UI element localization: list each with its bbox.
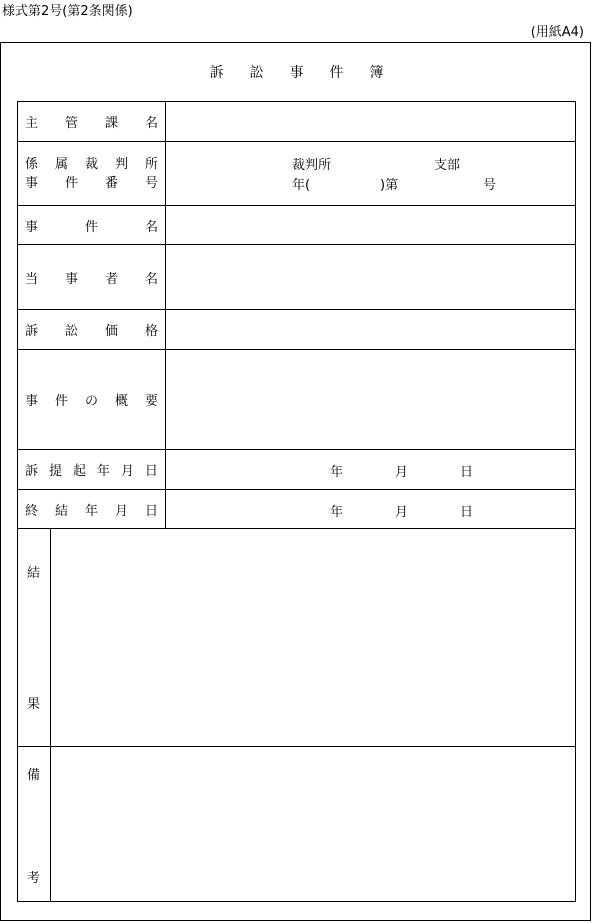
day-unit: 日	[460, 505, 474, 520]
label-char: 件	[84, 219, 98, 235]
label-char: 当	[25, 271, 39, 287]
label-filed-date	[18, 450, 166, 490]
label-char: 訴	[25, 324, 39, 339]
label-char: 所	[144, 156, 158, 172]
label-char: 年	[96, 464, 110, 479]
label-parties	[18, 245, 166, 310]
label-result	[18, 529, 51, 747]
label-char: 号	[144, 175, 158, 191]
label-char: 価	[104, 324, 118, 339]
court-suffix: 裁判所	[292, 158, 332, 173]
label-char: 要	[144, 394, 158, 409]
row-result	[18, 529, 576, 747]
label-char: 果	[27, 697, 41, 712]
field-department[interactable]	[166, 102, 576, 142]
label-court	[18, 142, 166, 206]
form-number-label: 様式第2号(第2条関係)	[2, 4, 133, 19]
title-char: 訟	[249, 65, 264, 81]
label-char: 提	[48, 464, 62, 479]
label-char: 事	[25, 219, 39, 235]
year-close: )第	[380, 178, 399, 193]
label-char: 名	[144, 271, 158, 287]
title-char: 訴	[209, 65, 224, 81]
row-summary	[18, 350, 576, 450]
label-char: 課	[104, 116, 118, 131]
row-remarks	[18, 747, 576, 902]
label-summary	[18, 350, 166, 450]
field-end-date[interactable]	[166, 490, 576, 529]
label-char: 日	[144, 464, 158, 479]
label-case-name	[18, 206, 166, 245]
case-register-table	[17, 101, 576, 529]
field-suit-value[interactable]	[166, 310, 576, 350]
row-parties	[18, 245, 576, 310]
label-char: 日	[144, 503, 158, 519]
day-unit: 日	[460, 465, 474, 480]
label-char: の	[84, 394, 98, 409]
row-case-name	[18, 206, 576, 245]
row-end-date	[18, 490, 576, 529]
label-char: 名	[144, 116, 158, 131]
title-char: 件	[329, 65, 344, 81]
field-case-name[interactable]	[166, 206, 576, 245]
label-char: 結	[54, 503, 68, 519]
label-char: 終	[25, 503, 39, 519]
result-remarks-table	[17, 528, 576, 902]
label-char: 係	[25, 156, 39, 172]
label-char: 月	[114, 503, 128, 519]
year-unit: 年	[330, 505, 344, 520]
row-department	[18, 102, 576, 142]
label-char: 考	[27, 871, 41, 886]
branch-suffix: 支部	[434, 158, 461, 173]
label-char: 格	[144, 324, 158, 339]
label-end-date	[18, 490, 166, 529]
label-char: 訴	[25, 464, 39, 479]
label-char: 名	[144, 219, 158, 235]
label-char: 事	[25, 175, 39, 191]
label-char: 裁	[84, 156, 98, 172]
month-unit: 月	[395, 505, 409, 520]
row-court	[18, 142, 576, 206]
label-char: 事	[64, 271, 78, 287]
month-unit: 月	[395, 465, 409, 480]
label-remarks	[18, 747, 51, 902]
field-filed-date[interactable]	[166, 450, 576, 490]
label-char: 主	[25, 116, 39, 131]
field-court[interactable]	[166, 142, 576, 206]
label-department	[18, 102, 166, 142]
label-char: 結	[27, 566, 41, 581]
label-char: 備	[27, 768, 41, 783]
field-parties[interactable]	[166, 245, 576, 310]
row-suit-value	[18, 310, 576, 350]
label-char: 件	[54, 394, 68, 409]
label-char: 事	[25, 394, 39, 409]
label-suit-value	[18, 310, 166, 350]
label-char: 件	[64, 175, 78, 191]
label-char: 管	[64, 116, 78, 131]
field-result[interactable]	[51, 529, 576, 747]
label-char: 月	[120, 464, 134, 479]
field-summary[interactable]	[166, 350, 576, 450]
field-remarks[interactable]	[51, 747, 576, 902]
year-open: 年(	[292, 178, 311, 193]
year-unit: 年	[330, 465, 344, 480]
label-char: 概	[114, 394, 128, 409]
label-char: 属	[54, 156, 68, 172]
label-char: 年	[84, 503, 98, 519]
title-char: 簿	[369, 65, 384, 81]
form-title	[0, 62, 593, 82]
paper-size-label: (用紙A4)	[530, 25, 584, 40]
title-char: 事	[289, 65, 304, 81]
label-char: 訟	[64, 324, 78, 339]
label-char: 判	[114, 156, 128, 172]
row-filed-date	[18, 450, 576, 490]
label-char: 者	[104, 271, 118, 287]
label-char: 起	[72, 464, 86, 479]
number-suffix: 号	[483, 178, 497, 193]
label-char: 番	[104, 175, 118, 191]
